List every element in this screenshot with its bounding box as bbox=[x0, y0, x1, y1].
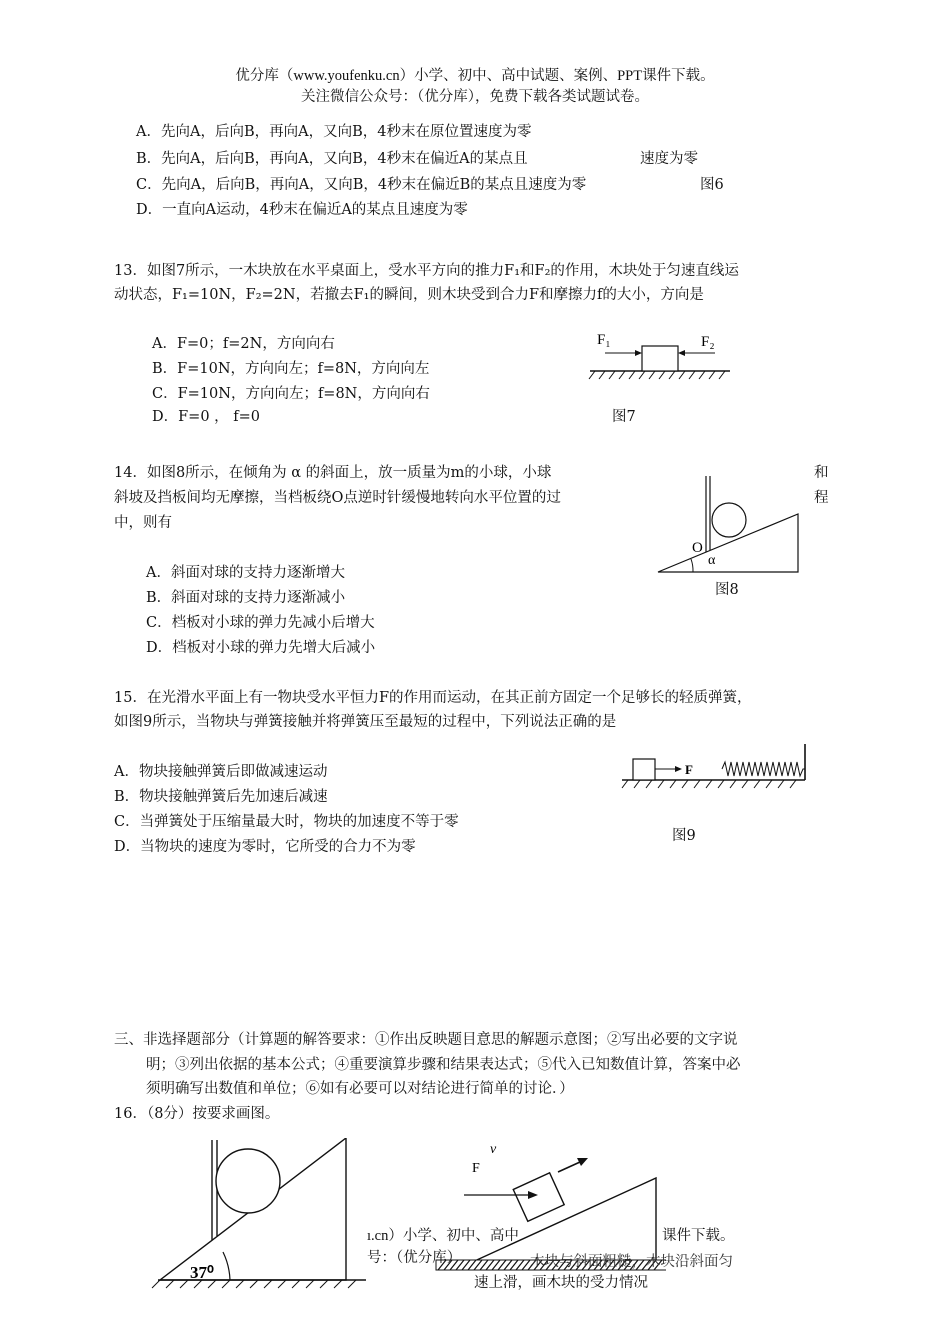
block bbox=[642, 346, 678, 371]
overlay-footer-1-tail: 课件下载。 bbox=[662, 1228, 735, 1244]
ball bbox=[216, 1149, 280, 1213]
q15-figure-label: 图9 bbox=[672, 828, 696, 844]
q12-option-d: D．一直向A运动，4秒末在偏近A的某点且速度为零 bbox=[136, 202, 468, 218]
q13-option-d: D．F=0 ， f=0 bbox=[152, 409, 261, 425]
ball bbox=[712, 503, 746, 537]
force-label: F bbox=[685, 762, 693, 777]
q14-stem-1: 14．如图8所示，在倾角为 α 的斜面上，放一质量为m的小球，小球 bbox=[114, 465, 552, 481]
q14-option-c: C．档板对小球的弹力先减小后增大 bbox=[146, 615, 375, 631]
part3-line-3: 须明确写出数值和单位；⑥如有必要可以对结论进行简单的讨论．） bbox=[146, 1081, 574, 1097]
q15-option-a: A．物块接触弹簧后即做减速运动 bbox=[114, 764, 328, 780]
q14-stem-2: 斜坡及挡板间均无摩擦，当档板绕O点逆时针缓慢地转向水平位置的过 bbox=[114, 490, 561, 506]
spring bbox=[722, 762, 805, 776]
header-line-2: 关注微信公众号：（优分库），免费下载各类试题试卷。 bbox=[301, 89, 649, 105]
q12-option-b: B．先向A，后向B，再向A，又向B，4秒末在偏近A的某点且 bbox=[136, 151, 528, 167]
f1-label: F₁ bbox=[597, 332, 611, 348]
q15-option-c: C．当弹簧处于压缩量最大时，物块的加速度不等于零 bbox=[114, 814, 459, 830]
v-label: v bbox=[490, 1142, 497, 1157]
q13-figure-label: 图7 bbox=[612, 409, 636, 425]
header-line-1: 优分库（www.youfenku.cn）小学、初中、高中试题、案例、PPT课件下载。 bbox=[235, 68, 715, 84]
q15-option-d: D．当物块的速度为零时，它所受的合力不为零 bbox=[114, 839, 416, 855]
q15-option-b: B．物块接触弹簧后先加速后减速 bbox=[114, 789, 328, 805]
q13-stem-2: 动状态，F₁=10N，F₂=2N，若撤去F₁的瞬间，则木块受到合力F和摩擦力f的大小，方向是 bbox=[114, 287, 704, 303]
q16-left-figure bbox=[138, 1138, 370, 1298]
q16-stem: 16．（8分）按要求画图。 bbox=[114, 1106, 280, 1122]
figure-8-diagram bbox=[655, 470, 805, 576]
overlay-footer-1: ı.cn）小学、初中、高中 bbox=[367, 1228, 519, 1244]
q14-stem-1-tail: 和 bbox=[814, 465, 829, 481]
angle-37-label: 37⁰ bbox=[190, 1263, 214, 1282]
o-point-label: O bbox=[692, 540, 703, 556]
block bbox=[633, 759, 655, 780]
part3-line-1: 三、非选择题部分（计算题的解答要求：①作出反映题目意思的解题示意图；②写出必要的文字说 bbox=[114, 1032, 738, 1048]
velocity-arrow bbox=[558, 1162, 580, 1172]
q14-option-b: B．斜面对球的支持力逐渐减小 bbox=[146, 590, 346, 606]
q15-stem-1: 15．在光滑水平面上有一物块受水平恒力F的作用而运动，在其正前方固定一个足够长的轻质弹簧， bbox=[114, 690, 752, 706]
q12-figure-label: 图6 bbox=[700, 177, 724, 193]
q12-option-b-tail: 速度为零 bbox=[640, 151, 698, 167]
q13-stem-1: 13．如图7所示，一木块放在水平桌面上，受水平方向的推力F₁和F₂的作用，木块处于匀速直线运 bbox=[114, 263, 739, 279]
q13-option-c: C．F=10N，方向向左；f=8N，方向向右 bbox=[152, 386, 430, 402]
q14-figure-label: 图8 bbox=[715, 582, 739, 598]
q13-option-a: A．F=0；f=2N，方向向右 bbox=[152, 336, 335, 352]
angle-alpha-label: α bbox=[708, 553, 716, 568]
q14-option-a: A．斜面对球的支持力逐渐增大 bbox=[146, 565, 345, 581]
part3-line-2: 明；③列出依据的基本公式；④重要演算步骤和结果表达式；⑤代入已知数值计算，答案中必 bbox=[146, 1057, 741, 1073]
f-label: F bbox=[472, 1161, 480, 1176]
q13-option-b: B．F=10N，方向向左；f=8N，方向向左 bbox=[152, 361, 430, 377]
q14-stem-2-tail: 程 bbox=[814, 490, 829, 506]
figure-7-diagram bbox=[585, 326, 735, 382]
overlay-caption-2: 速上滑，画木块的受力情况 bbox=[474, 1275, 648, 1291]
q14-option-d: D．档板对小球的弹力先增大后减小 bbox=[146, 640, 376, 656]
q12-option-c: C．先向A，后向B，再向A，又向B，4秒末在偏近B的某点且速度为零 bbox=[136, 177, 587, 193]
q15-stem-2: 如图9所示，当物块与弹簧接触并将弹簧压至最短的过程中，下列说法正确的是 bbox=[114, 714, 617, 730]
overlay-footer-2: 号：（优分库） bbox=[367, 1250, 462, 1266]
f2-label: F₂ bbox=[701, 334, 715, 350]
figure-9-diagram bbox=[618, 744, 813, 790]
overlay-caption-1: 木块与斜面粗糙，木块沿斜面匀 bbox=[530, 1254, 733, 1270]
block-on-incline bbox=[513, 1173, 564, 1221]
q12-option-a: A．先向A，后向B，再向A，又向B，4秒末在原位置速度为零 bbox=[136, 124, 532, 140]
q14-stem-3: 中，则有 bbox=[114, 515, 172, 531]
